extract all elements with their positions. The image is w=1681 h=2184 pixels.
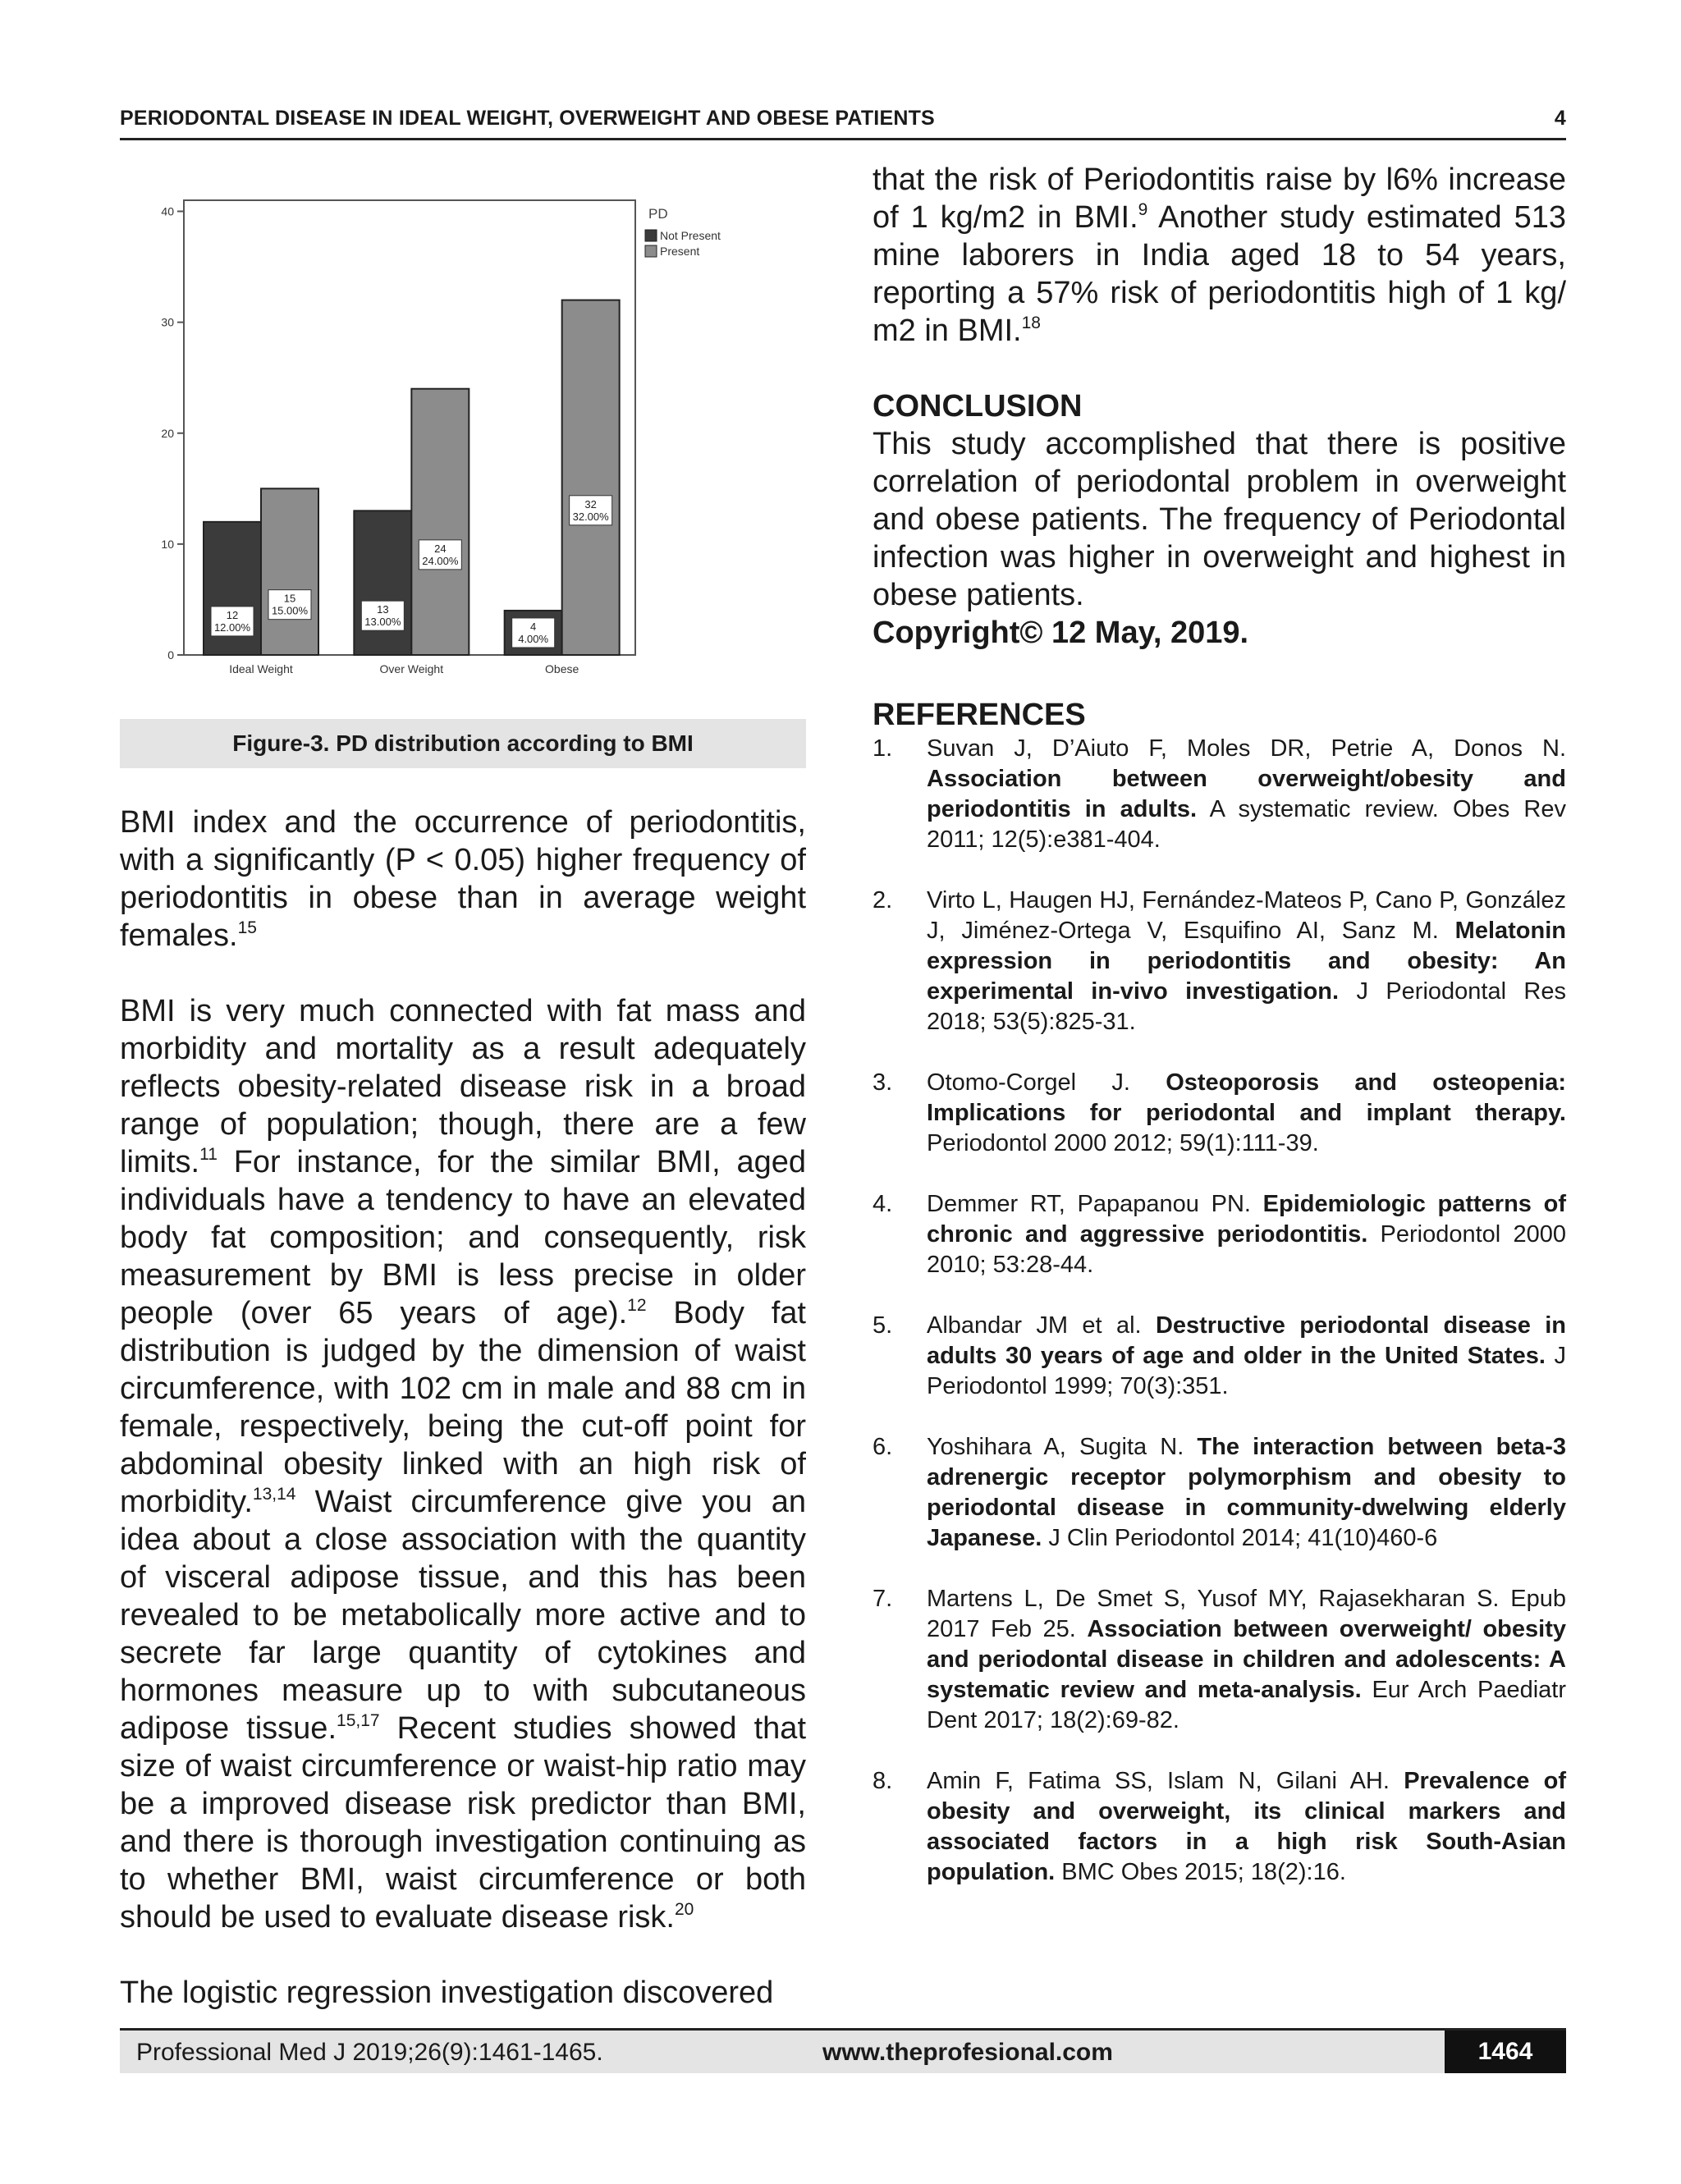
y-tick-label: 40 (161, 204, 174, 218)
reference-item (873, 1432, 1566, 1554)
reference-authors: Virto L, Haugen HJ, Fernández-Mateos P, Cano P, González J, Jiménez-Ortega V, Esquifino AI, Sanz M. (927, 887, 1566, 944)
legend-swatch (645, 230, 657, 241)
reference-item (873, 1311, 1566, 1402)
reference-item (873, 1068, 1566, 1159)
left-column (120, 161, 806, 2012)
running-head (120, 105, 1566, 140)
reference-item (873, 886, 1566, 1037)
reference-source: Eur Arch Paediatr Dent 2017; 18(2):69-82. (927, 1677, 1567, 1733)
data-label-count: 4 (530, 620, 537, 633)
legend-title: PD (648, 206, 668, 222)
paragraph: BMI index and the occurrence of periodontitis, with a significantly (P < 0.05) higher frequency of periodontitis in obese than in average weight females.$^{15}$ (120, 805, 806, 953)
reference-source: Periodontol 2000 2010; 53:28-44. (927, 1221, 1567, 1278)
reference-number: 4. (873, 1191, 893, 1217)
x-tick-label: Obese (545, 662, 579, 675)
conclusion-text: This study accomplished that there is positive correlation of periodontal problem in overweight and obese patients. The frequency of Periodontal infection was higher in overweight and highest in obese patients. (873, 427, 1566, 612)
bar (261, 488, 318, 655)
reference-authors: Albandar JM et al. (927, 1312, 1156, 1339)
reference-authors: Amin F, Fatima SS, Islam N, Gilani AH. (927, 1768, 1404, 1794)
reference-title: Epidemiologic patterns of chronic and aggressive periodontitis. (927, 1191, 1566, 1248)
copyright-line: Copyright© 12 May, 2019. (873, 616, 1249, 650)
bar-chart (120, 161, 806, 719)
reference-number: 7. (873, 1586, 893, 1612)
footer (120, 2028, 1566, 2073)
x-tick-label: Over Weight (379, 662, 444, 675)
y-tick-label: 20 (161, 426, 174, 440)
reference-source: J Periodontol 1999; 70(3):351. (927, 1343, 1566, 1399)
y-tick-label: 0 (167, 648, 174, 662)
reference-number: 6. (873, 1434, 893, 1460)
data-label-percent: 13.00% (364, 616, 401, 629)
figure-caption: Figure-3. PD distribution according to BMI (120, 719, 806, 768)
references-heading: REFERENCES (873, 698, 1086, 732)
running-page-number: 4 (1554, 107, 1566, 130)
reference-title: Prevalence of obesity and overweight, its clinical markers and associated factors in a high risk South-Asian population. (927, 1768, 1566, 1885)
reference-number: 1. (873, 735, 893, 762)
reference-title: Association between overweight/ obesity and periodontal disease in children and adolescents: A systematic review and meta-analysis. (927, 1616, 1566, 1703)
y-tick-label: 10 (161, 537, 174, 551)
data-label-count: 12 (226, 608, 239, 621)
reference-item (873, 1584, 1566, 1736)
running-title: PERIODONTAL DISEASE IN IDEAL WEIGHT, OVERWEIGHT AND OBESE PATIENTS (120, 107, 935, 130)
reference-title: Osteoporosis and osteopenia: Implications for periodontal and implant therapy. (927, 1069, 1566, 1126)
paragraph: that the risk of Periodontitis raise by l6% increase of 1 kg/m2 in BMI.$^9$ Another study estimated 513 mine laborers in India aged 18 to 54 years, reporting a 57% risk of periodontitis high of 1 kg/ m2 in BMI.$^{18}$ (873, 163, 1566, 348)
data-label-percent: 15.00% (271, 604, 309, 617)
reference-authors: Demmer RT, Papapanou PN. (927, 1191, 1263, 1217)
footer-journal: Professional Med J 2019;26(9):1461-1465. (136, 2039, 603, 2066)
data-label-count: 15 (283, 592, 296, 605)
reference-number: 8. (873, 1768, 893, 1794)
paragraph: The logistic regression investigation discovered (120, 1976, 774, 2010)
reference-item (873, 1189, 1566, 1280)
legend-label: Present (660, 245, 700, 258)
reference-title: The interaction between beta-3 adrenergic receptor polymorphism and obesity to periodontal disease in community-dwelwing elderly Japanese. (927, 1434, 1566, 1551)
bar (354, 511, 411, 655)
reference-title: Melatonin expression in periodontitis and obesity: An experimental in-vivo investigation. (927, 918, 1566, 1005)
reference-title: Association between overweight/obesity and periodontitis in adults. (927, 766, 1566, 822)
reference-number: 5. (873, 1312, 893, 1339)
data-label-percent: 24.00% (422, 554, 459, 567)
data-label-count: 32 (584, 497, 597, 511)
x-tick-label: Ideal Weight (229, 662, 293, 675)
reference-source: A systematic review. Obes Rev 2011; 12(5):e381-404. (927, 796, 1566, 853)
reference-source: J Periodontal Res 2018; 53(5):825-31. (927, 978, 1566, 1035)
data-label-count: 24 (434, 542, 447, 555)
legend-label: Not Present (660, 229, 721, 242)
conclusion-heading: CONCLUSION (873, 389, 1083, 424)
reference-list (873, 734, 1566, 1888)
reference-item (873, 1766, 1566, 1888)
reference-authors: Otomo-Corgel J. (927, 1069, 1166, 1096)
reference-number: 3. (873, 1069, 893, 1096)
data-label-percent: 4.00% (518, 632, 549, 645)
reference-source: J Clin Periodontol 2014; 41(10)460-6 (1042, 1525, 1438, 1551)
data-label-percent: 32.00% (572, 510, 609, 523)
bar (411, 389, 469, 655)
reference-source: Periodontol 2000 2012; 59(1):111-39. (927, 1130, 1319, 1156)
data-label-count: 13 (377, 603, 389, 616)
right-column (873, 161, 1566, 1888)
figure-3 (120, 161, 806, 719)
reference-authors: Suvan J, D’Aiuto F, Moles DR, Petrie A, Donos N. (927, 735, 1566, 762)
legend-swatch (645, 245, 657, 257)
reference-title: Destructive periodontal disease in adults 30 years of age and older in the United States. (927, 1312, 1566, 1369)
bar (562, 300, 620, 655)
reference-number: 2. (873, 887, 893, 913)
footer-page-number: 1464 (1445, 2031, 1566, 2073)
y-tick-label: 30 (161, 315, 174, 329)
reference-authors: Martens L, De Smet S, Yusof MY, Rajasekharan S. Epub 2017 Feb 25. (927, 1586, 1566, 1642)
footer-website: www.theprofesional.com (822, 2039, 1113, 2066)
reference-source: BMC Obes 2015; 18(2):16. (1055, 1859, 1346, 1885)
paragraph: BMI is very much connected with fat mass and morbidity and mortality as a result adequately reflects obesity-related disease risk in a broad range of population; though, there are a few limits.$^{11}$ For instance, for the similar BMI, aged individuals have a tendency to have an elevated body fat composition; and consequently, risk measurement by BMI is less precise in older people (over 65 years of age).$^{12}$ Body fat distribution is judged by the dimension of waist circumference, with 102 cm in male and 88 cm in female, respectively, being the cut-off point for abdominal obesity linked with an high risk of morbidity.$^{13,14}$ Waist circumference give you an idea about a close association with the quantity of visceral adipose tissue, and this has been revealed to be metabolically more active and to secrete far large quantity of cytokines and hormones measure up to with subcutaneous adipose tissue.$^{15,17}$ Recent studies showed that size of waist circumference or waist-hip ratio may be a improved disease risk predictor than BMI, and there is thorough investigation continuing as to whether BMI, waist circumference or both should be used to evaluate disease risk.$^{20}$ (120, 994, 806, 1934)
reference-item (873, 734, 1566, 855)
data-label-percent: 12.00% (213, 620, 251, 634)
reference-authors: Yoshihara A, Sugita N. (927, 1434, 1198, 1460)
